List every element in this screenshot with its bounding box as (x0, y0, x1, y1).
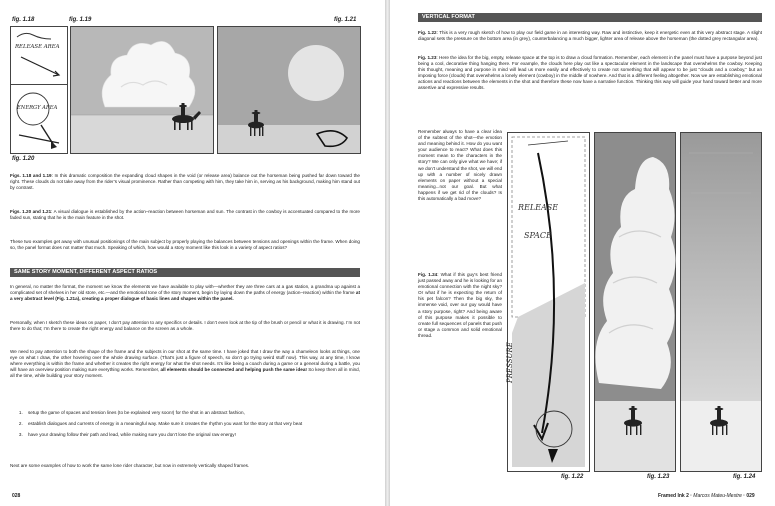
energy-paths-text: In general, no matter the format, the moment we know the elements we have available to play with—whether they are three cars at a gas station, a grandma up against a complicated set of shelves in her old store, etc.—and the emotional tone of the story moment, begin by laying down the paths of energy (action–reaction) within the frame (10, 284, 360, 296)
fig-123-label: Fig. 1.23 (418, 55, 437, 60)
pressure-handwriting: PRESSURE (506, 342, 514, 383)
section-heading-aspect-ratios: SAME STORY MOMENT, DIFFERENT ASPECT RATIOS (10, 268, 360, 277)
fig-124-label: Fig. 1.24 (418, 272, 438, 277)
fig-1-20-sketch (10, 84, 68, 154)
paragraph-next-examples: Next are some examples of how to work the same lone rider character, but now in extremely vertically shaped frames. (10, 463, 250, 468)
fig-1-24-illustration (680, 132, 762, 472)
fig-1-21-brushmark (217, 128, 359, 152)
paragraph-two-examples: These two examples get away with unusual positionings of the main subject by properly playing the balances between tensions and openings within the frame. When doing so, the panel format does not matter that much. Speaking of which, how would a story moment like this look in a variety of aspect ratios? (10, 239, 360, 251)
paragraph-subtext: Remember always to have a clear idea of the subtext of the shot—the emotion and meaning behind it. How do you want your audience to react? What does this moment mean to the characters in the story? We can only give what we have; if we don’t understand the shot, we will end up with a number of nicely drawn elements on paper without a special meaning...not our goal. But what happens if we get rid of the clouds? Is this automatically a bad move? (418, 129, 503, 202)
footer-book-title: Framed Ink 2 · (658, 493, 694, 499)
fig-1-23-illustration (594, 132, 676, 472)
figs-118-119-text: : In this dramatic composition the expanding cloud shapes in the void (or release area) balance out the horseman being pushed far down toward the right. These clouds do not take away from the rider’s visual prominence. Rather than competing with him, they take him in, serving as his background, making him stand out by contrast. (10, 173, 360, 191)
fig-123-text: : Here the idea for the big, empty, release space at the top is to draw a cloud formation. Remember, each element in the panel must have a purpose beyond just being a cool, decorative thing hanging there. For example, the clouds here play out like a spectacular element in the landscape that overwhelms the cowboy. Keeping this thought, meaning and purpose in mind will lead us more easily and effectively to create not something that will appear to be just “clouds and a cowboy,” but an imposing force (clouds) that overwhelms a lonely element (cowboy) in the middle of nowhere. And that is a different feeling altogether. Now we are establishing emotional actions and reactions between the elements in the shot and therefore these now have a narrative function. Thinking this way will guide your hand toward better and more assertive and expressive results. (418, 55, 762, 91)
fig-1-22-sketch (507, 132, 590, 472)
paragraph-fig-123 (418, 55, 762, 92)
left-page (0, 0, 385, 506)
fig-1-24-caption: fig. 1.24 (733, 474, 756, 480)
paragraph-chameleon (10, 349, 360, 379)
fig-1-23-caption: fig. 1.23 (647, 474, 670, 480)
chameleon-tail: So keep them all in mind, all the time, while building your story moment. (10, 367, 360, 379)
left-page-number: 028 (12, 493, 21, 499)
fig-1-21-caption: fig. 1.21 (334, 17, 357, 23)
figs-120-121-label: Figs. 1.20 and 1.21 (10, 209, 52, 214)
right-page-footer (658, 493, 755, 499)
fig-1-19-caption: fig. 1.19 (69, 17, 92, 23)
paragraph-figs-120-121 (10, 209, 360, 221)
chameleon-emphasis: all elements should be connected and helping push the same idea! (160, 367, 307, 373)
right-page-number: · 029 (741, 493, 755, 499)
fig-124-text: : What if this guy’s best friend just passed away and he is looking for an emotional connection with the night sky? Or what if he is expecting the return of his pet falcon? Then the big sky, the immense void, over our guy would have a story purpose, right? And being aware of this purpose makes it possible to create full sequences of panels that push or stage a common and solid emotional thread. (418, 272, 503, 338)
steps-list-item-3: 3. have your drawing follow their path and lead, while making sure you don’t lose the original raw energy! (24, 432, 340, 438)
paragraph-figs-118-119 (10, 173, 360, 191)
paragraph-fig-124 (418, 272, 502, 339)
fig-1-20-handwriting: ENERGY AREA (17, 105, 58, 111)
steps-list-item-2: 2. establish dialogues and currents of energy in a meaningful way. Make sure it creates the rhythm you want for the story at that very beat (24, 421, 340, 427)
paragraph-sketching: Personally, when I sketch these ideas on paper, I don’t pay attention to any specifics or details. I don’t even look at the tip of the brush or pencil or what it is drawing. I’m not there to do that; I’m there to create the right energy and balance on the screen as a whole. (10, 320, 360, 332)
fig-1-19-illustration (70, 26, 214, 154)
chameleon-text: We need to pay attention to both the shape of the frame and the subjects in our shot at the same time. I have joked that I draw the way a chameleon looks at things, one eye on what I draw, the other hovering over the whole drawing surface. (That’s just a figure of speech, so don’t go trying weird stuff now). This way, at any time, I know where everything is within the frame and whether it creates the right energy for what the shot needs. It’s like being a coach during a game or a general during a battle, you will have an overview position making sure everything works. Remember, (10, 349, 360, 373)
right-page (390, 0, 775, 506)
paragraph-fig-122 (418, 30, 762, 42)
fig-122-label: Fig. 1.22 (418, 30, 437, 35)
figs-118-119-label: Figs. 1.18 and 1.19 (10, 173, 52, 178)
fig-1-22-caption: fig. 1.22 (561, 474, 584, 480)
section-heading-vertical-format: VERTICAL FORMAT (418, 13, 762, 22)
release-area-handwriting: RELEASE AREA (15, 44, 60, 50)
fig-1-20-caption: fig. 1.20 (12, 156, 35, 162)
energy-paths-emphasis: at a very abstract level (Fig. 1.21a), creating a proper dialogue of basic lines and shapes within the panel. (10, 290, 360, 302)
release-handwriting: RELEASE (518, 203, 559, 212)
fig-122-text: : This is a very rough sketch of how to play our field game in an interesting way. Raw and instinctive, keep it energetic even at this very abstract stage. A slight diagonal sets the pressure on the bottom area (in grey), counterbalancing a much bigger, lighter area of release above the horseman (the dotted grey rectangular area). (418, 30, 763, 42)
footer-author: Marcos Mateu-Mestre (693, 493, 742, 499)
figs-120-121-text: : A visual dialogue is established by the action–reaction between horseman and sun. The contrast in the cowboy is accentuated compared to the more faded sun, stating that he is the main feature in the shot. (10, 209, 360, 221)
paragraph-energy-paths (10, 284, 360, 302)
steps-list (10, 410, 340, 443)
space-handwriting: SPACE (524, 231, 552, 240)
fig-1-18-caption: fig. 1.18 (12, 17, 35, 23)
steps-list-item-1: 1. setup the game of spaces and tension lines (to be explained very soon!) for the shot in an abstract fashion, (24, 410, 340, 416)
